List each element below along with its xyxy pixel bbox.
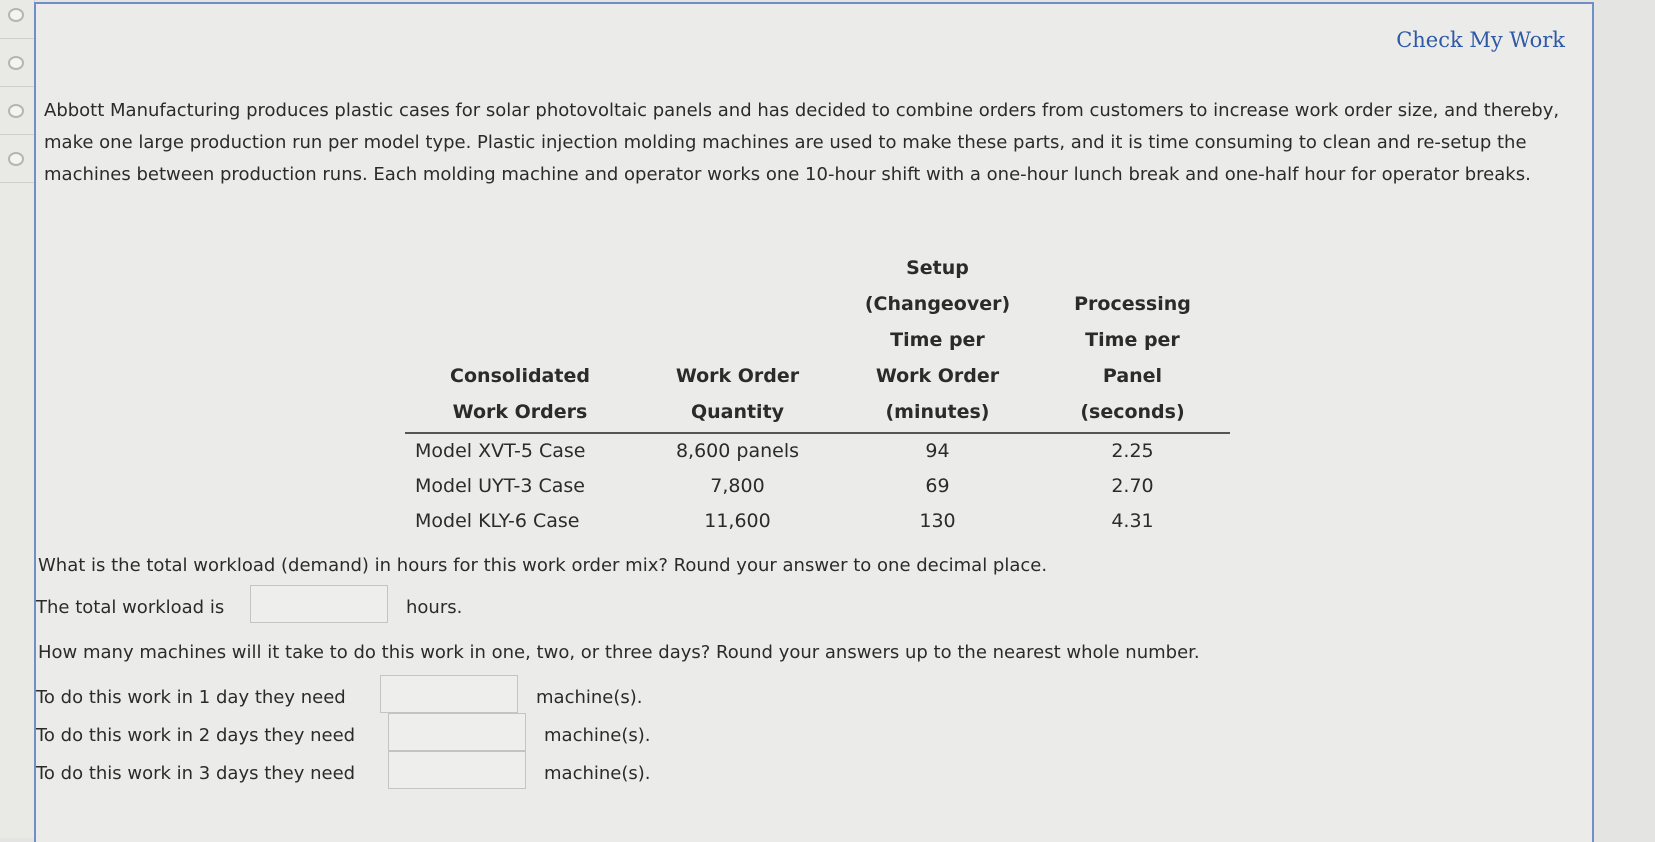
table-cell: 7,800 (710, 475, 765, 497)
divider (0, 86, 34, 87)
machines-2-days-input[interactable] (388, 713, 526, 751)
table-cell: 2.25 (1111, 440, 1154, 462)
machines-3-days-label: To do this work in 3 days they need (36, 763, 356, 784)
question-workload: What is the total workload (demand) in hours for this work order mix? Round your answer to one decimal place. (38, 555, 1048, 576)
table-cell: 4.31 (1111, 510, 1154, 532)
machines-1-day-label: To do this work in 1 day they need (36, 687, 346, 708)
machines-1-day-unit: machine(s). (536, 687, 643, 708)
table-cell: 8,600 panels (675, 440, 800, 462)
divider (0, 38, 34, 39)
workload-input[interactable] (250, 585, 388, 623)
question-radio-4[interactable] (8, 152, 24, 166)
machines-2-days-unit: machine(s). (544, 725, 651, 746)
table-row (405, 504, 1230, 539)
table-cell: 2.70 (1111, 475, 1154, 497)
table-cell: Model UYT-3 Case (415, 475, 585, 497)
table-cell: Model XVT-5 Case (415, 440, 586, 462)
column-header-setup: Setup (Changeover) Time per Work Order (minutes) (840, 250, 1035, 433)
table-header-row (405, 250, 1230, 433)
column-header-processing: Processing Time per Panel (seconds) (1035, 250, 1230, 433)
question-radio-2[interactable] (8, 56, 24, 70)
table-cell: 11,600 (704, 510, 771, 532)
question-machines: How many machines will it take to do this work in one, two, or three days? Round your answers up to the nearest whole number. (38, 642, 1200, 663)
question-radio-1[interactable] (8, 8, 24, 22)
divider (0, 134, 34, 135)
table-cell: Model KLY-6 Case (415, 510, 580, 532)
question-nav-sidebar (0, 0, 35, 838)
question-radio-3[interactable] (8, 104, 24, 118)
table-row (405, 433, 1230, 469)
machines-1-day-input[interactable] (380, 675, 518, 713)
workload-label: The total workload is (36, 597, 225, 618)
table-cell: 69 (925, 475, 950, 497)
machines-3-days-unit: machine(s). (544, 763, 651, 784)
problem-intro: Abbott Manufacturing produces plastic cases for solar photovoltaic panels and has decided to combine orders from customers to increase work order size, and thereby, make one large production run per model type. Plastic injection molding machines are used to make these parts, and it is time consuming to clean and re-setup the machines between production runs. Each molding machine and operator works one 10-hour shift with a one-hour lunch break and one-half hour for operator breaks. (44, 100, 1560, 185)
workload-unit: hours. (406, 597, 463, 618)
divider (0, 182, 34, 183)
column-header-quantity: Work Order Quantity (635, 250, 840, 433)
work-order-table (405, 250, 1230, 539)
machines-2-days-label: To do this work in 2 days they need (36, 725, 356, 746)
table-row (405, 469, 1230, 504)
check-my-work-link[interactable]: Check My Work (1396, 28, 1565, 52)
table-cell: 94 (925, 440, 950, 462)
machines-3-days-input[interactable] (388, 751, 526, 789)
column-header-consolidated: Consolidated Work Orders (405, 250, 635, 433)
table-cell: 130 (919, 510, 956, 532)
